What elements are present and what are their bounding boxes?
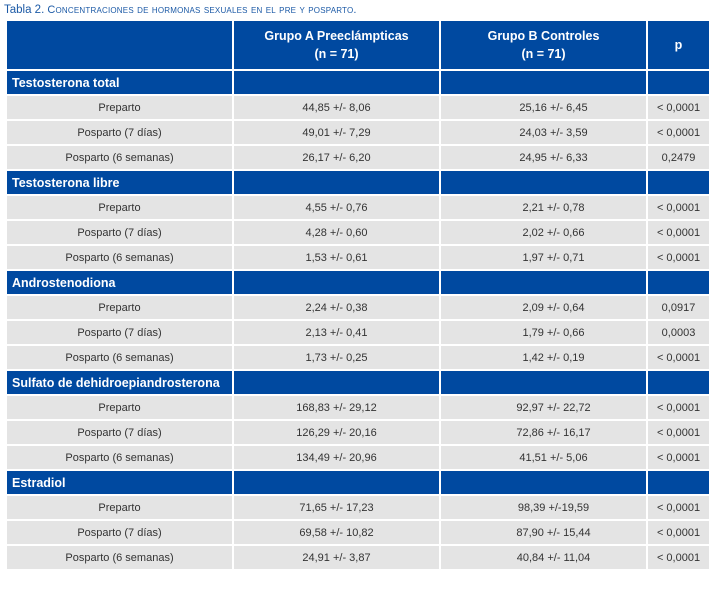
row-label: Posparto (7 días) [7, 521, 232, 544]
table-row [7, 146, 709, 169]
value-group-b: 2,09 +/- 0,64 [441, 296, 646, 319]
section-header-cell [441, 471, 646, 494]
value-group-a: 69,58 +/- 10,82 [234, 521, 439, 544]
table-row [7, 221, 709, 244]
table-row [7, 321, 709, 344]
row-label: Posparto (7 días) [7, 121, 232, 144]
value-group-a: 1,53 +/- 0,61 [234, 246, 439, 269]
section-header-row [7, 171, 709, 194]
group-a-n: (n = 71) [314, 47, 359, 61]
table-row [7, 121, 709, 144]
p-value: < 0,0001 [648, 521, 709, 544]
section-header-cell [648, 371, 709, 394]
value-group-a: 2,24 +/- 0,38 [234, 296, 439, 319]
p-value: < 0,0001 [648, 496, 709, 519]
section-header-cell [234, 71, 439, 94]
value-group-b: 92,97 +/- 22,72 [441, 396, 646, 419]
table-body [7, 71, 709, 569]
p-value: < 0,0001 [648, 546, 709, 569]
p-value: 0,2479 [648, 146, 709, 169]
row-label: Preparto [7, 196, 232, 219]
section-header-row [7, 471, 709, 494]
value-group-a: 134,49 +/- 20,96 [234, 446, 439, 469]
p-value: < 0,0001 [648, 96, 709, 119]
value-group-b: 87,90 +/- 15,44 [441, 521, 646, 544]
section-header-cell [648, 171, 709, 194]
section-header-cell [234, 371, 439, 394]
p-value: 0,0003 [648, 321, 709, 344]
p-value: < 0,0001 [648, 196, 709, 219]
value-group-b: 1,97 +/- 0,71 [441, 246, 646, 269]
section-header-cell [648, 271, 709, 294]
value-group-b: 40,84 +/- 11,04 [441, 546, 646, 569]
value-group-a: 4,55 +/- 0,76 [234, 196, 439, 219]
row-label: Preparto [7, 496, 232, 519]
value-group-b: 2,21 +/- 0,78 [441, 196, 646, 219]
value-group-b: 25,16 +/- 6,45 [441, 96, 646, 119]
table-caption [4, 2, 357, 18]
group-b-n: (n = 71) [521, 47, 566, 61]
hormone-table [5, 19, 711, 571]
caption-label: Tabla 2. [4, 4, 45, 16]
section-title: Estradiol [7, 471, 232, 494]
caption-text: Concentraciones de hormonas sexuales en el pre y posparto. [47, 4, 357, 16]
row-label: Posparto (6 semanas) [7, 246, 232, 269]
value-group-b: 72,86 +/- 16,17 [441, 421, 646, 444]
p-value: < 0,0001 [648, 421, 709, 444]
row-label: Preparto [7, 396, 232, 419]
table-row [7, 446, 709, 469]
value-group-a: 2,13 +/- 0,41 [234, 321, 439, 344]
p-value: < 0,0001 [648, 446, 709, 469]
section-header-row [7, 71, 709, 94]
row-label: Posparto (6 semanas) [7, 546, 232, 569]
section-header-cell [441, 71, 646, 94]
section-title: Androstenodiona [7, 271, 232, 294]
row-label: Preparto [7, 96, 232, 119]
value-group-a: 49,01 +/- 7,29 [234, 121, 439, 144]
table-row [7, 246, 709, 269]
table-row [7, 521, 709, 544]
section-header-cell [441, 271, 646, 294]
section-header-cell [441, 171, 646, 194]
table-row [7, 296, 709, 319]
row-label: Posparto (6 semanas) [7, 146, 232, 169]
value-group-a: 44,85 +/- 8,06 [234, 96, 439, 119]
value-group-b: 1,79 +/- 0,66 [441, 321, 646, 344]
section-header-cell [234, 271, 439, 294]
row-label: Preparto [7, 296, 232, 319]
section-header-row [7, 371, 709, 394]
value-group-a: 24,91 +/- 3,87 [234, 546, 439, 569]
row-label: Posparto (7 días) [7, 421, 232, 444]
p-value: < 0,0001 [648, 121, 709, 144]
p-value: < 0,0001 [648, 221, 709, 244]
value-group-b: 98,39 +/-19,59 [441, 496, 646, 519]
row-label: Posparto (7 días) [7, 321, 232, 344]
section-title: Testosterona total [7, 71, 232, 94]
header-p: p [648, 21, 709, 69]
p-value: < 0,0001 [648, 246, 709, 269]
value-group-b: 24,95 +/- 6,33 [441, 146, 646, 169]
table-row [7, 196, 709, 219]
header-group-a [234, 21, 439, 69]
p-value: < 0,0001 [648, 346, 709, 369]
value-group-a: 168,83 +/- 29,12 [234, 396, 439, 419]
section-header-cell [648, 471, 709, 494]
section-header-cell [234, 171, 439, 194]
value-group-a: 26,17 +/- 6,20 [234, 146, 439, 169]
section-title: Testosterona libre [7, 171, 232, 194]
value-group-b: 1,42 +/- 0,19 [441, 346, 646, 369]
value-group-b: 24,03 +/- 3,59 [441, 121, 646, 144]
table-header-row [7, 21, 709, 69]
value-group-a: 4,28 +/- 0,60 [234, 221, 439, 244]
table-row [7, 346, 709, 369]
row-label: Posparto (7 días) [7, 221, 232, 244]
section-header-cell [648, 71, 709, 94]
header-empty-cell [7, 21, 232, 69]
p-value: < 0,0001 [648, 396, 709, 419]
section-title: Sulfato de dehidroepiandrosterona [7, 371, 232, 394]
value-group-a: 1,73 +/- 0,25 [234, 346, 439, 369]
table-row [7, 421, 709, 444]
section-header-cell [441, 371, 646, 394]
group-a-label: Grupo A Preeclámpticas [264, 29, 409, 43]
value-group-b: 2,02 +/- 0,66 [441, 221, 646, 244]
row-label: Posparto (6 semanas) [7, 446, 232, 469]
header-group-b [441, 21, 646, 69]
value-group-a: 71,65 +/- 17,23 [234, 496, 439, 519]
table-row [7, 396, 709, 419]
section-header-row [7, 271, 709, 294]
group-b-label: Grupo B Controles [487, 29, 600, 43]
p-value: 0,0917 [648, 296, 709, 319]
table-row [7, 96, 709, 119]
row-label: Posparto (6 semanas) [7, 346, 232, 369]
table-row [7, 496, 709, 519]
table-row [7, 546, 709, 569]
value-group-b: 41,51 +/- 5,06 [441, 446, 646, 469]
value-group-a: 126,29 +/- 20,16 [234, 421, 439, 444]
section-header-cell [234, 471, 439, 494]
